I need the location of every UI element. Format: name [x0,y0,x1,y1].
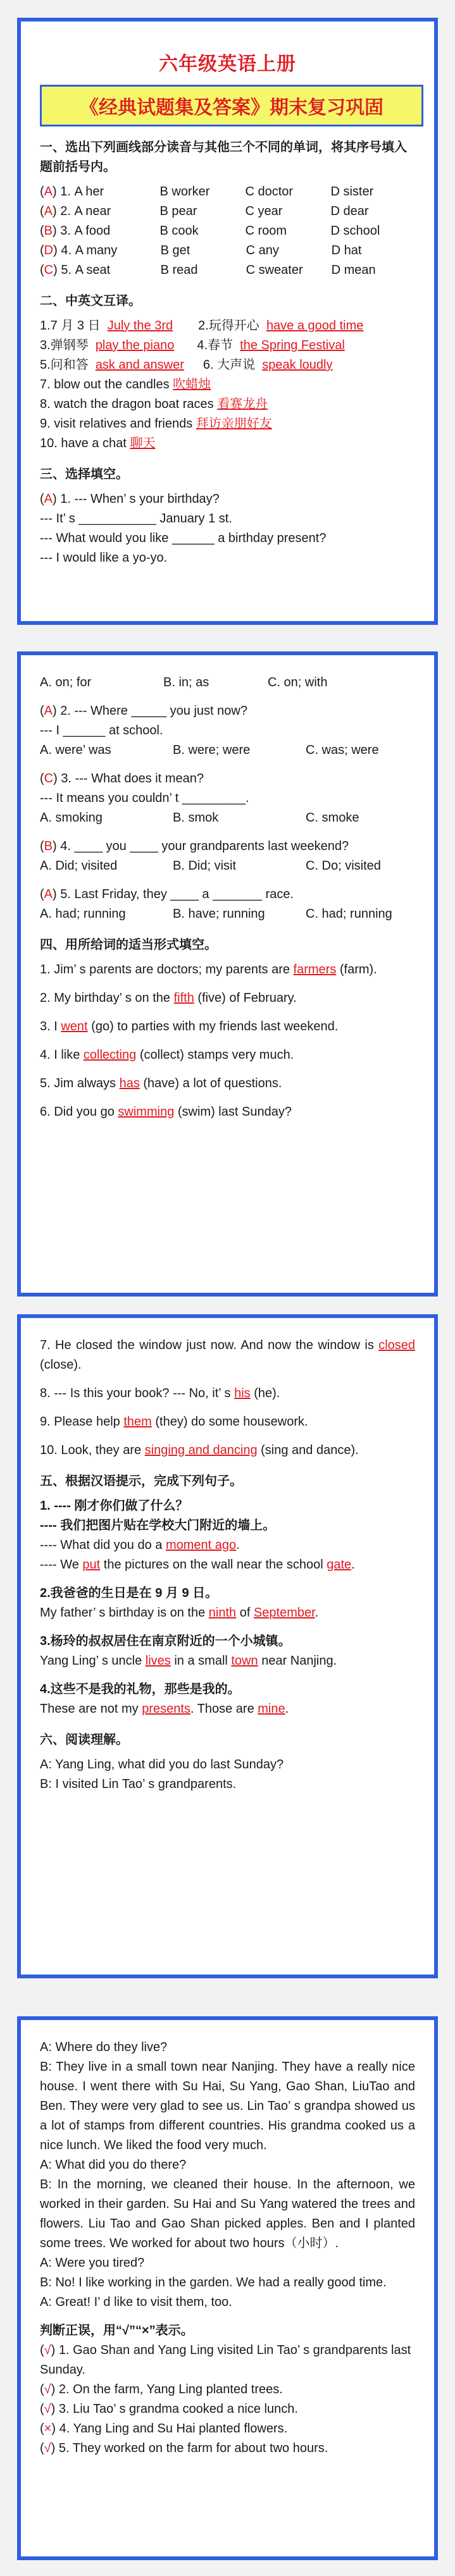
phonics-row: (C) 5. A seat B read C sweater D mean [40,263,376,277]
page-card-1 [17,18,438,625]
section-5-heading: 五、根据汉语提示，完成下列句子。 [40,1474,242,1488]
true-false-heading: 判断正误，用“√”“×”表示。 [40,2324,194,2338]
translation-row: 3.弹钢琴 play the piano 4.春节 the Spring Festival [40,338,345,352]
word-form-item: 3. I went (go) to parties with my friends last weekend. [40,1020,339,1033]
dialogue-line: A: Yang Ling, what did you do last Sunday? [40,1758,284,1772]
translation-row: 7. blow out the candles 吹蜡烛 [40,378,211,391]
translation-row: 1.7 月 3 日 July the 3rd 2.玩得开心 have a good time [40,319,364,333]
true-false-list [40,2341,415,2458]
word-form-item: 7. He closed the window just now. And now the window is closed (close). [40,1338,415,1372]
sentence-question-4: 4.这些不是我的礼物，那些是我的。 These are not my presents. Those are mine. [40,1682,289,1716]
sentence-question-2: 2.我爸爸的生日是在 9 月 9 日。 My father’ s birthday is on the ninth of September. [40,1586,319,1620]
choice-question-4: (B) 4. ____ you ____ your grandparents last weekend? A. Did; visited B. Did; visit C. Do; visited [40,839,381,873]
translation-row: 9. visit relatives and friends 拜访亲朋好友 [40,417,272,431]
dialogue-line: A: Great! I’ d like to visit them, too. [40,2295,232,2309]
word-form-item: 6. Did you go swimming (swim) last Sunday? [40,1105,292,1119]
choice-question-5: (A) 5. Last Friday, they ____ a _______ race. A. had; running B. have; running C. had; running [40,887,392,921]
section-2-heading: 二、中英文互译。 [40,294,141,308]
word-form-item: 1. Jim’ s parents are doctors; my parents are farmers (farm). [40,963,377,977]
translation-row: 5.问和答 ask and answer 6. 大声说 speak loudly [40,358,333,372]
sentence-question-3: 3.杨玲的叔叔居住在南京附近的一个小城镇。 Yang Ling’ s uncle lives in a small town near Nanjing. [40,1634,337,1668]
choice-question-3: (C) 3. --- What does it mean? --- It means you couldn’ t _________. A. smoking B. smok C. smoke [40,772,359,825]
dialogue-line: B: In the morning, we cleaned their house. In the afternoon, we worked in their garden. Su Hai and Su Yang watered the trees and flowers. Liu Tao and Gao Shan picked apples. Ben and I planted some trees. We worked for about two hours（小时）. [40,2178,415,2250]
dialogue-line: A: What did you do there? [40,2158,187,2172]
word-form-item: 10. Look, they are singing and dancing (sing and dance). [40,1443,359,1457]
choice-options: A. on; for B. in; as C. on; with [40,675,328,689]
translation-row: 10. have a chat 聊天 [40,436,156,450]
true-false-item: (√) 3. Liu Tao’ s grandma cooked a nice lunch. [40,2402,298,2416]
choice-question-1: (A) 1. --- When’ s your birthday? --- It’ s ___________ January 1 st. --- What would you like ______ a birthday present? --- I would like a yo-yo. [40,492,327,565]
word-form-item: 4. I like collecting (collect) stamps very much. [40,1048,294,1062]
word-form-item: 8. --- Is this your book? --- No, it’ s his (he). [40,1386,280,1400]
section-6-heading: 六、阅读理解。 [40,1733,128,1747]
true-false-item: (√) 2. On the farm, Yang Ling planted trees. [40,2382,283,2396]
dialogue-line: A: Were you tired? [40,2256,145,2270]
dialogue-line: B: I visited Lin Tao’ s grandparents. [40,1777,237,1791]
word-form-item: 9. Please help them (they) do some housework. [40,1415,308,1429]
dialogue-line: A: Where do they live? [40,2040,168,2054]
page-card-3 [17,1314,438,1978]
phonics-row: (A) 2. A near B pear C year D dear [40,204,369,218]
phonics-row: (B) 3. A food B cook C room D school [40,224,380,238]
translation-list [40,316,415,453]
true-false-item: (×) 4. Yang Ling and Su Hai planted flowers. [40,2422,288,2436]
word-form-item: 5. Jim always has (have) a lot of questions. [40,1076,282,1090]
section-4-heading: 四、用所给词的适当形式填空。 [40,938,217,952]
choice-question-2: (A) 2. --- Where _____ you just now? --- I ______ at school. A. were’ was B. were; were C. was; were [40,704,379,757]
section-3-heading: 三、选择填空。 [40,467,128,481]
sentence-question-1: 1. ---- 刚才你们做了什么？ ---- 我们把图片贴在学校大门附近的墙上。 ---- What did you do a moment ago. ---- We put the pictures on the wall near the school gate. [40,1499,355,1572]
page-card-2 [17,651,438,1297]
phonics-row: (D) 4. A many B get C any D hat [40,243,362,257]
section-1-heading: 一、选出下列画线部分读音与其他三个不同的单词，将其序号填入题前括号内。 [40,140,407,174]
phonics-list [40,182,415,280]
dialogue-line: B: No! I like working in the garden. We had a really good time. [40,2276,387,2289]
true-false-item: (√) 1. Gao Shan and Yang Ling visited Lin Tao’ s grandparents last Sunday. [40,2343,411,2377]
translation-row: 8. watch the dragon boat races 看赛龙舟 [40,397,268,411]
word-form-item: 2. My birthday’ s on the fifth (five) of February. [40,991,297,1005]
page-subtitle: 《经典试题集及答案》期末复习巩固 [40,85,423,126]
page-title: 六年级英语上册 [159,54,296,75]
phonics-row: (A) 1. A her B worker C doctor D sister [40,185,374,199]
true-false-item: (√) 5. They worked on the farm for about two hours. [40,2441,328,2455]
page-card-4 [17,2016,438,2560]
dialogue-line: B: They live in a small town near Nanjing. They have a really nice house. I went there with Su Hai, Su Yang, Gao Shan, LiuTao and Ben. They were very glad to see us. Lin Tao’ s grandpa showed us a lot of stamps from different countries. His grandma cooked us a nice lunch. We liked the food very much. [40,2060,415,2152]
